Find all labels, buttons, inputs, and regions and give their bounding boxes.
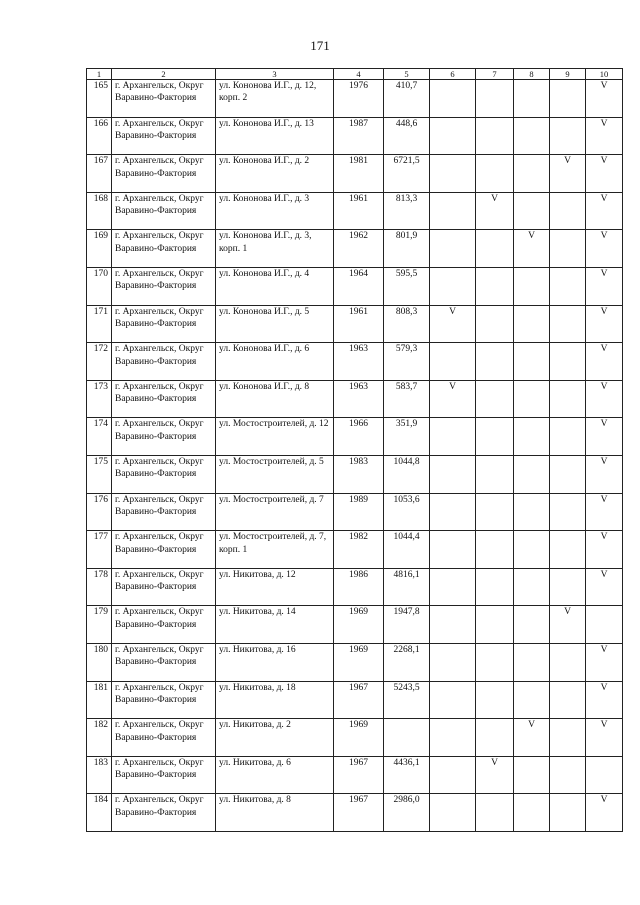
mark-col6 — [430, 343, 476, 381]
table-row — [87, 756, 623, 794]
mark-col7 — [476, 794, 514, 832]
registry-table — [86, 68, 623, 832]
location-cell: г. Архангельск, Округ Варавино-Фактория — [112, 455, 216, 493]
mark-col7 — [476, 305, 514, 343]
mark-col10: V — [586, 531, 623, 569]
year-cell: 1989 — [334, 493, 384, 531]
mark-col10: V — [586, 681, 623, 719]
mark-col9 — [550, 681, 586, 719]
address-cell: ул. Кононова И.Г., д. 6 — [216, 343, 334, 381]
row-number: 178 — [87, 568, 112, 606]
row-number: 183 — [87, 756, 112, 794]
year-cell: 1963 — [334, 343, 384, 381]
header-row — [87, 69, 623, 80]
mark-col10: V — [586, 380, 623, 418]
location-cell: г. Архангельск, Округ Варавино-Фактория — [112, 155, 216, 193]
area-cell — [384, 719, 430, 757]
address-cell: ул. Мостостроителей, д. 5 — [216, 455, 334, 493]
address-cell: ул. Кононова И.Г., д. 8 — [216, 380, 334, 418]
mark-col7 — [476, 606, 514, 644]
col-header: 7 — [476, 69, 514, 80]
mark-col7 — [476, 568, 514, 606]
mark-col10: V — [586, 267, 623, 305]
mark-col10: V — [586, 155, 623, 193]
row-number: 174 — [87, 418, 112, 456]
location-cell: г. Архангельск, Округ Варавино-Фактория — [112, 192, 216, 230]
row-number: 165 — [87, 80, 112, 118]
row-number: 176 — [87, 493, 112, 531]
mark-col6 — [430, 531, 476, 569]
mark-col6 — [430, 681, 476, 719]
mark-col8 — [514, 117, 550, 155]
mark-col7 — [476, 418, 514, 456]
location-cell: г. Архангельск, Округ Варавино-Фактория — [112, 681, 216, 719]
mark-col7 — [476, 493, 514, 531]
mark-col10: V — [586, 418, 623, 456]
address-cell: ул. Кононова И.Г., д. 13 — [216, 117, 334, 155]
area-cell: 4436,1 — [384, 756, 430, 794]
year-cell: 1976 — [334, 80, 384, 118]
mark-col10 — [586, 756, 623, 794]
address-cell: ул. Никитова, д. 18 — [216, 681, 334, 719]
mark-col7 — [476, 455, 514, 493]
area-cell: 448,6 — [384, 117, 430, 155]
area-cell: 808,3 — [384, 305, 430, 343]
location-cell: г. Архангельск, Округ Варавино-Фактория — [112, 418, 216, 456]
mark-col6 — [430, 117, 476, 155]
col-header: 10 — [586, 69, 623, 80]
mark-col8: V — [514, 230, 550, 268]
mark-col6: V — [430, 380, 476, 418]
area-cell: 595,5 — [384, 267, 430, 305]
mark-col7 — [476, 117, 514, 155]
mark-col8 — [514, 343, 550, 381]
row-number: 166 — [87, 117, 112, 155]
mark-col10: V — [586, 643, 623, 681]
mark-col8 — [514, 192, 550, 230]
area-cell: 801,9 — [384, 230, 430, 268]
mark-col10: V — [586, 230, 623, 268]
mark-col10: V — [586, 117, 623, 155]
mark-col9: V — [550, 606, 586, 644]
mark-col10 — [586, 606, 623, 644]
address-cell: ул. Никитова, д. 16 — [216, 643, 334, 681]
mark-col8 — [514, 643, 550, 681]
mark-col9 — [550, 418, 586, 456]
year-cell: 1969 — [334, 719, 384, 757]
mark-col9 — [550, 568, 586, 606]
mark-col6: V — [430, 305, 476, 343]
location-cell: г. Архангельск, Округ Варавино-Фактория — [112, 343, 216, 381]
area-cell: 1044,8 — [384, 455, 430, 493]
year-cell: 1963 — [334, 380, 384, 418]
table-row — [87, 643, 623, 681]
row-number: 182 — [87, 719, 112, 757]
row-number: 172 — [87, 343, 112, 381]
mark-col6 — [430, 643, 476, 681]
row-number: 181 — [87, 681, 112, 719]
mark-col8 — [514, 756, 550, 794]
area-cell: 4816,1 — [384, 568, 430, 606]
area-cell: 1053,6 — [384, 493, 430, 531]
location-cell: г. Архангельск, Округ Варавино-Фактория — [112, 794, 216, 832]
mark-col9 — [550, 117, 586, 155]
mark-col8: V — [514, 719, 550, 757]
year-cell: 1966 — [334, 418, 384, 456]
row-number: 167 — [87, 155, 112, 193]
mark-col9 — [550, 192, 586, 230]
mark-col9 — [550, 380, 586, 418]
mark-col8 — [514, 681, 550, 719]
col-header: 4 — [334, 69, 384, 80]
mark-col6 — [430, 794, 476, 832]
mark-col10: V — [586, 493, 623, 531]
table-row — [87, 192, 623, 230]
row-number: 169 — [87, 230, 112, 268]
year-cell: 1982 — [334, 531, 384, 569]
mark-col9 — [550, 230, 586, 268]
address-cell: ул. Никитова, д. 14 — [216, 606, 334, 644]
year-cell: 1967 — [334, 681, 384, 719]
mark-col6 — [430, 568, 476, 606]
mark-col6 — [430, 606, 476, 644]
area-cell: 6721,5 — [384, 155, 430, 193]
year-cell: 1967 — [334, 756, 384, 794]
col-header: 2 — [112, 69, 216, 80]
mark-col7 — [476, 380, 514, 418]
location-cell: г. Архангельск, Округ Варавино-Фактория — [112, 305, 216, 343]
mark-col6 — [430, 192, 476, 230]
address-cell: ул. Никитова, д. 12 — [216, 568, 334, 606]
col-header: 3 — [216, 69, 334, 80]
mark-col10: V — [586, 455, 623, 493]
mark-col8 — [514, 493, 550, 531]
mark-col6 — [430, 267, 476, 305]
mark-col8 — [514, 531, 550, 569]
year-cell: 1981 — [334, 155, 384, 193]
row-number: 184 — [87, 794, 112, 832]
address-cell: ул. Мостостроителей, д. 7 — [216, 493, 334, 531]
mark-col10: V — [586, 343, 623, 381]
area-cell: 579,3 — [384, 343, 430, 381]
col-header: 8 — [514, 69, 550, 80]
area-cell: 351,9 — [384, 418, 430, 456]
location-cell: г. Архангельск, Округ Варавино-Фактория — [112, 117, 216, 155]
mark-col10: V — [586, 794, 623, 832]
mark-col8 — [514, 568, 550, 606]
table-row — [87, 794, 623, 832]
area-cell: 1947,8 — [384, 606, 430, 644]
location-cell: г. Архангельск, Округ Варавино-Фактория — [112, 267, 216, 305]
mark-col9 — [550, 719, 586, 757]
location-cell: г. Архангельск, Округ Варавино-Фактория — [112, 606, 216, 644]
page-number: 171 — [310, 38, 330, 53]
table-row — [87, 681, 623, 719]
col-header: 9 — [550, 69, 586, 80]
table-row — [87, 418, 623, 456]
mark-col9 — [550, 756, 586, 794]
mark-col7: V — [476, 192, 514, 230]
year-cell: 1969 — [334, 643, 384, 681]
row-number: 170 — [87, 267, 112, 305]
mark-col7 — [476, 343, 514, 381]
mark-col6 — [430, 155, 476, 193]
row-number: 173 — [87, 380, 112, 418]
year-cell: 1964 — [334, 267, 384, 305]
area-cell: 2268,1 — [384, 643, 430, 681]
address-cell: ул. Кононова И.Г., д. 5 — [216, 305, 334, 343]
area-cell: 5243,5 — [384, 681, 430, 719]
area-cell: 583,7 — [384, 380, 430, 418]
row-number: 177 — [87, 531, 112, 569]
year-cell: 1967 — [334, 794, 384, 832]
mark-col10: V — [586, 568, 623, 606]
mark-col8 — [514, 380, 550, 418]
table-row — [87, 568, 623, 606]
year-cell: 1986 — [334, 568, 384, 606]
mark-col9 — [550, 267, 586, 305]
mark-col8 — [514, 305, 550, 343]
mark-col6 — [430, 80, 476, 118]
year-cell: 1961 — [334, 192, 384, 230]
table-row — [87, 305, 623, 343]
mark-col8 — [514, 80, 550, 118]
location-cell: г. Архангельск, Округ Варавино-Фактория — [112, 643, 216, 681]
address-cell: ул. Кононова И.Г., д. 4 — [216, 267, 334, 305]
table-row — [87, 155, 623, 193]
mark-col6 — [430, 493, 476, 531]
mark-col9: V — [550, 155, 586, 193]
address-cell: ул. Мостостроителей, д. 12 — [216, 418, 334, 456]
mark-col10: V — [586, 719, 623, 757]
mark-col8 — [514, 267, 550, 305]
address-cell: ул. Никитова, д. 6 — [216, 756, 334, 794]
year-cell: 1969 — [334, 606, 384, 644]
area-cell: 2986,0 — [384, 794, 430, 832]
mark-col7 — [476, 643, 514, 681]
table-row — [87, 80, 623, 118]
table-row — [87, 267, 623, 305]
mark-col8 — [514, 606, 550, 644]
address-cell: ул. Никитова, д. 8 — [216, 794, 334, 832]
mark-col10: V — [586, 80, 623, 118]
table-row — [87, 230, 623, 268]
row-number: 180 — [87, 643, 112, 681]
col-header: 6 — [430, 69, 476, 80]
location-cell: г. Архангельск, Округ Варавино-Фактория — [112, 493, 216, 531]
table-row — [87, 455, 623, 493]
col-header: 5 — [384, 69, 430, 80]
col-header: 1 — [87, 69, 112, 80]
address-cell: ул. Мостостроителей, д. 7, корп. 1 — [216, 531, 334, 569]
mark-col8 — [514, 455, 550, 493]
mark-col6 — [430, 719, 476, 757]
mark-col10: V — [586, 192, 623, 230]
table-row — [87, 531, 623, 569]
address-cell: ул. Кононова И.Г., д. 2 — [216, 155, 334, 193]
area-cell: 1044,4 — [384, 531, 430, 569]
year-cell: 1983 — [334, 455, 384, 493]
row-number: 179 — [87, 606, 112, 644]
mark-col6 — [430, 418, 476, 456]
mark-col9 — [550, 493, 586, 531]
mark-col6 — [430, 756, 476, 794]
address-cell: ул. Никитова, д. 2 — [216, 719, 334, 757]
table-row — [87, 719, 623, 757]
location-cell: г. Архангельск, Округ Варавино-Фактория — [112, 756, 216, 794]
location-cell: г. Архангельск, Округ Варавино-Фактория — [112, 568, 216, 606]
table-row — [87, 493, 623, 531]
mark-col6 — [430, 230, 476, 268]
location-cell: г. Архангельск, Округ Варавино-Фактория — [112, 230, 216, 268]
mark-col6 — [430, 455, 476, 493]
address-cell: ул. Кононова И.Г., д. 3 — [216, 192, 334, 230]
mark-col7 — [476, 80, 514, 118]
mark-col8 — [514, 155, 550, 193]
address-cell: ул. Кононова И.Г., д. 12, корп. 2 — [216, 80, 334, 118]
area-cell: 813,3 — [384, 192, 430, 230]
mark-col7 — [476, 267, 514, 305]
year-cell: 1962 — [334, 230, 384, 268]
mark-col8 — [514, 794, 550, 832]
year-cell: 1987 — [334, 117, 384, 155]
mark-col8 — [514, 418, 550, 456]
year-cell: 1961 — [334, 305, 384, 343]
mark-col7: V — [476, 756, 514, 794]
row-number: 175 — [87, 455, 112, 493]
mark-col9 — [550, 643, 586, 681]
mark-col7 — [476, 719, 514, 757]
mark-col7 — [476, 230, 514, 268]
mark-col7 — [476, 531, 514, 569]
address-cell: ул. Кононова И.Г., д. 3, корп. 1 — [216, 230, 334, 268]
mark-col9 — [550, 305, 586, 343]
area-cell: 410,7 — [384, 80, 430, 118]
mark-col10: V — [586, 305, 623, 343]
table-row — [87, 117, 623, 155]
table-row — [87, 380, 623, 418]
table-row — [87, 343, 623, 381]
row-number: 171 — [87, 305, 112, 343]
mark-col9 — [550, 531, 586, 569]
mark-col7 — [476, 155, 514, 193]
location-cell: г. Архангельск, Округ Варавино-Фактория — [112, 380, 216, 418]
mark-col9 — [550, 455, 586, 493]
mark-col7 — [476, 681, 514, 719]
mark-col9 — [550, 794, 586, 832]
mark-col9 — [550, 343, 586, 381]
row-number: 168 — [87, 192, 112, 230]
location-cell: г. Архангельск, Округ Варавино-Фактория — [112, 80, 216, 118]
location-cell: г. Архангельск, Округ Варавино-Фактория — [112, 531, 216, 569]
location-cell: г. Архангельск, Округ Варавино-Фактория — [112, 719, 216, 757]
table-row — [87, 606, 623, 644]
mark-col9 — [550, 80, 586, 118]
